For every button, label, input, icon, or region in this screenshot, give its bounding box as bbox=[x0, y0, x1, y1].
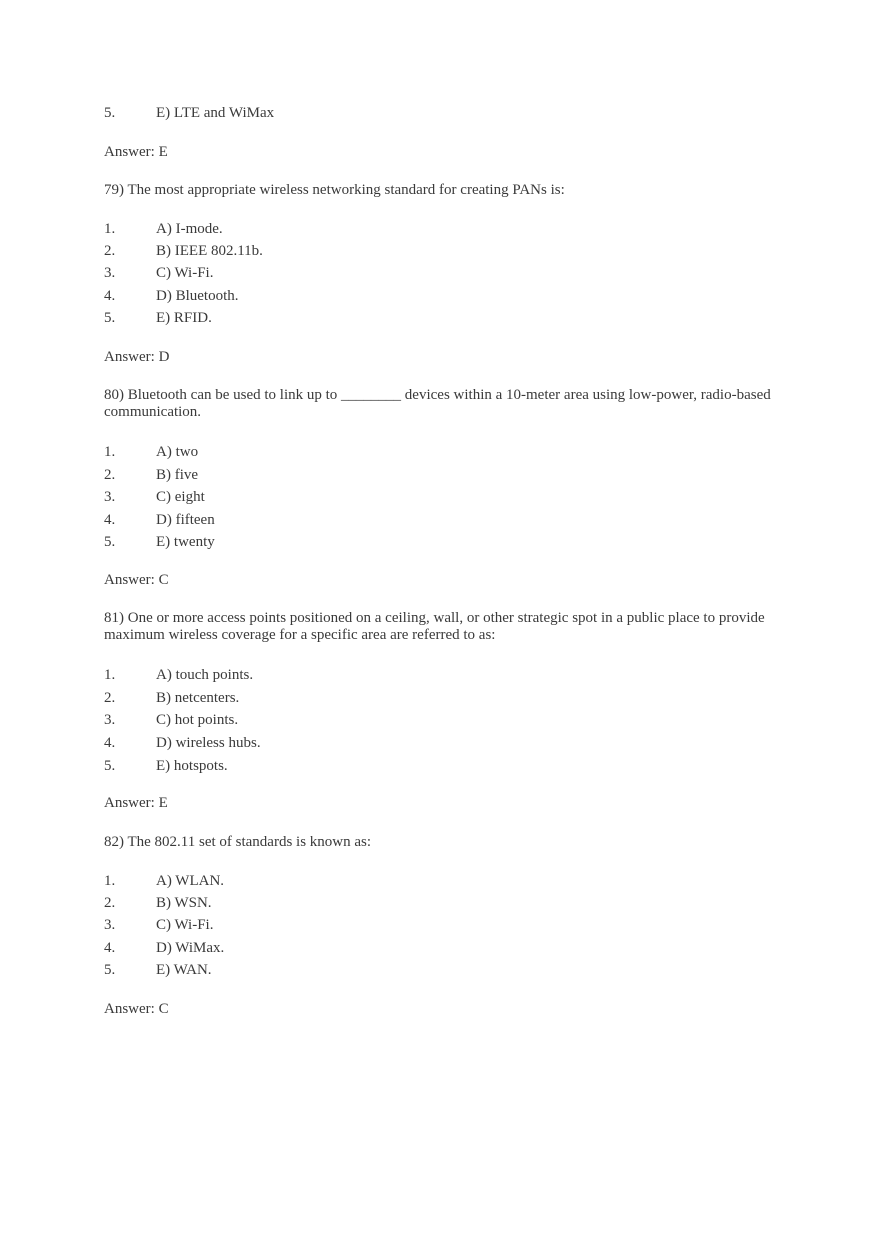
question-80-answer: Answer: C bbox=[104, 572, 169, 588]
option-number: 2. bbox=[104, 243, 116, 259]
question-79-option-e bbox=[104, 309, 212, 327]
option-number: 3. bbox=[104, 265, 116, 281]
option-text: B) five bbox=[156, 467, 199, 483]
option-text: A) two bbox=[156, 444, 199, 460]
question-81-prompt: 81) One or more access points positioned on a ceiling, wall, or other strategic spot in a public place to provide maximum wireless coverage for a specific area are referred to as: bbox=[104, 610, 765, 643]
question-81-option-a bbox=[104, 666, 253, 684]
question-82-option-e bbox=[104, 961, 212, 979]
option-text: C) hot points. bbox=[156, 712, 239, 728]
option-text: C) Wi-Fi. bbox=[156, 265, 214, 281]
option-number: 3. bbox=[104, 712, 116, 728]
question-79-option-b bbox=[104, 242, 263, 260]
option-text: B) IEEE 802.11b. bbox=[156, 243, 263, 259]
option-number: 5. bbox=[104, 105, 116, 121]
option-text: A) I-mode. bbox=[156, 221, 223, 237]
option-text: C) Wi-Fi. bbox=[156, 917, 214, 933]
option-number: 4. bbox=[104, 288, 116, 304]
option-text: E) hotspots. bbox=[156, 758, 228, 774]
question-80-option-a bbox=[104, 443, 198, 461]
carryover-option bbox=[104, 104, 274, 122]
option-number: 5. bbox=[104, 534, 116, 550]
question-80-option-b bbox=[104, 466, 198, 484]
question-80-prompt: 80) Bluetooth can be used to link up to ________ devices within a 10-meter area using low-power, radio-based communication. bbox=[104, 387, 771, 420]
option-number: 2. bbox=[104, 690, 116, 706]
option-number: 5. bbox=[104, 962, 116, 978]
question-80-option-c bbox=[104, 488, 205, 506]
option-number: 1. bbox=[104, 221, 116, 237]
question-82-option-c bbox=[104, 916, 213, 934]
option-number: 2. bbox=[104, 895, 116, 911]
option-text: E) RFID. bbox=[156, 310, 212, 326]
question-81-option-e bbox=[104, 757, 228, 775]
option-text: D) fifteen bbox=[156, 512, 215, 528]
option-number: 4. bbox=[104, 940, 116, 956]
option-number: 1. bbox=[104, 667, 116, 683]
option-text: C) eight bbox=[156, 489, 205, 505]
option-text: D) WiMax. bbox=[156, 940, 225, 956]
option-text: E) twenty bbox=[156, 534, 215, 550]
option-text: E) LTE and WiMax bbox=[156, 105, 275, 121]
question-81-option-c bbox=[104, 711, 238, 729]
question-82-answer: Answer: C bbox=[104, 1001, 169, 1017]
question-79-option-a bbox=[104, 220, 223, 238]
option-number: 5. bbox=[104, 310, 116, 326]
option-text: B) netcenters. bbox=[156, 690, 240, 706]
question-79-answer: Answer: D bbox=[104, 349, 170, 365]
question-81-option-b bbox=[104, 689, 239, 707]
option-number: 5. bbox=[104, 758, 116, 774]
option-number: 4. bbox=[104, 735, 116, 751]
carryover-answer: Answer: E bbox=[104, 144, 168, 160]
option-number: 1. bbox=[104, 444, 116, 460]
option-text: D) wireless hubs. bbox=[156, 735, 261, 751]
option-text: A) touch points. bbox=[156, 667, 254, 683]
option-number: 4. bbox=[104, 512, 116, 528]
question-81-answer: Answer: E bbox=[104, 795, 168, 811]
question-80-option-e bbox=[104, 533, 215, 551]
option-number: 3. bbox=[104, 489, 116, 505]
question-82-option-a bbox=[104, 872, 224, 890]
question-82-option-b bbox=[104, 894, 212, 912]
option-number: 2. bbox=[104, 467, 116, 483]
option-number: 1. bbox=[104, 873, 116, 889]
question-81-option-d bbox=[104, 734, 261, 752]
question-80-option-d bbox=[104, 511, 215, 529]
question-79-option-d bbox=[104, 287, 239, 305]
option-text: A) WLAN. bbox=[156, 873, 225, 889]
question-82-option-d bbox=[104, 939, 224, 957]
option-text: B) WSN. bbox=[156, 895, 212, 911]
question-79-prompt: 79) The most appropriate wireless networking standard for creating PANs is: bbox=[104, 182, 565, 198]
option-number: 3. bbox=[104, 917, 116, 933]
option-text: E) WAN. bbox=[156, 962, 212, 978]
question-79-option-c bbox=[104, 264, 213, 282]
option-text: D) Bluetooth. bbox=[156, 288, 239, 304]
question-82-prompt: 82) The 802.11 set of standards is known as: bbox=[104, 834, 372, 850]
